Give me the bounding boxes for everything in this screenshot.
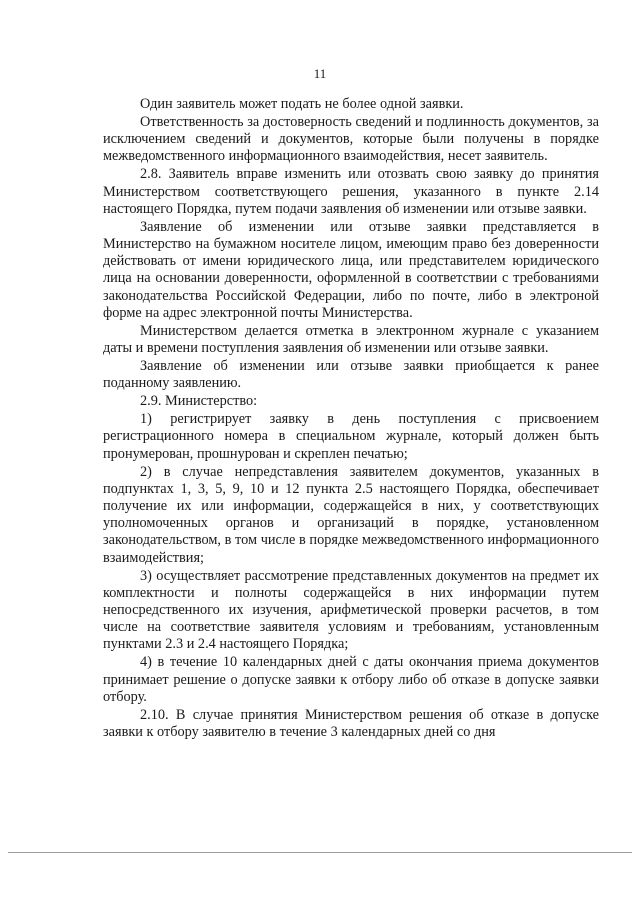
paragraph: Заявление об изменении или отзыве заявки представляется в Министерство на бумажном носителе лицом, имеющим право без доверенности действовать от имени юридического лица, или представителем юридического лица на основании доверенности, оформленной в соответствии с требованиями законодательства Российской Федерации, либо по почте, либо в электроной форме на адрес электронной почты Министерства. bbox=[103, 218, 599, 321]
footer-divider bbox=[8, 852, 632, 853]
paragraph: 2.10. В случае принятия Министерством решения об отказе в допуске заявки к отбору заявителю в течение 3 календарных дней со дня bbox=[103, 706, 599, 741]
paragraph: 1) регистрирует заявку в день поступления с присвоением регистрационного номера в специальном журнале, который должен быть пронумерован, прошнурован и скреплен печатью; bbox=[103, 411, 599, 462]
paragraph: 2.8. Заявитель вправе изменить или отозвать свою заявку до принятия Министерством соответствующего решения, указанного в пункте 2.14 настоящего Порядка, путем подачи заявления об изменении или отзыве заявки. bbox=[103, 166, 599, 217]
paragraph: Министерством делается отметка в электронном журнале с указанием даты и времени поступления заявления об изменении или отзыве заявки. bbox=[103, 322, 599, 357]
paragraph: 4) в течение 10 календарных дней с даты окончания приема документов принимает решение о допуске заявки к отбору либо об отказе в допуске заявки отбору. bbox=[103, 654, 599, 705]
paragraph: 2) в случае непредставления заявителем документов, указанных в подпунктах 1, 3, 5, 9, 10 и 12 пункта 2.5 настоящего Порядка, обеспечивает получение их или информации, содержащейся в них, у соответствующих уполномоченных органов и организаций в порядке, установленном законодательством, в том числе в порядке межведомственного информационного взаимодействия; bbox=[103, 463, 599, 566]
paragraph: Заявление об изменении или отзыве заявки приобщается к ранее поданному заявлению. bbox=[103, 358, 599, 392]
document-body bbox=[103, 96, 599, 742]
page-number: 11 bbox=[313, 66, 327, 81]
paragraph: 2.9. Министерство: bbox=[140, 393, 258, 410]
paragraph: Один заявитель может подать не более одной заявки. bbox=[140, 96, 464, 112]
paragraph: Ответственность за достоверность сведений и подлинность документов, за исключением сведений и документов, которые были получены в порядке межведомственного информационного взаимодействия, несет заявитель. bbox=[103, 114, 599, 165]
paragraph: 3) осуществляет рассмотрение представленных документов на предмет их комплектности и полноты содержащейся в них информации путем непосредственного их изучения, арифметической проверки расчетов, в том числе на соответствие заявителя условиям и требованиям, установленным пунктами 2.3 и 2.4 настоящего Порядка; bbox=[103, 567, 599, 653]
